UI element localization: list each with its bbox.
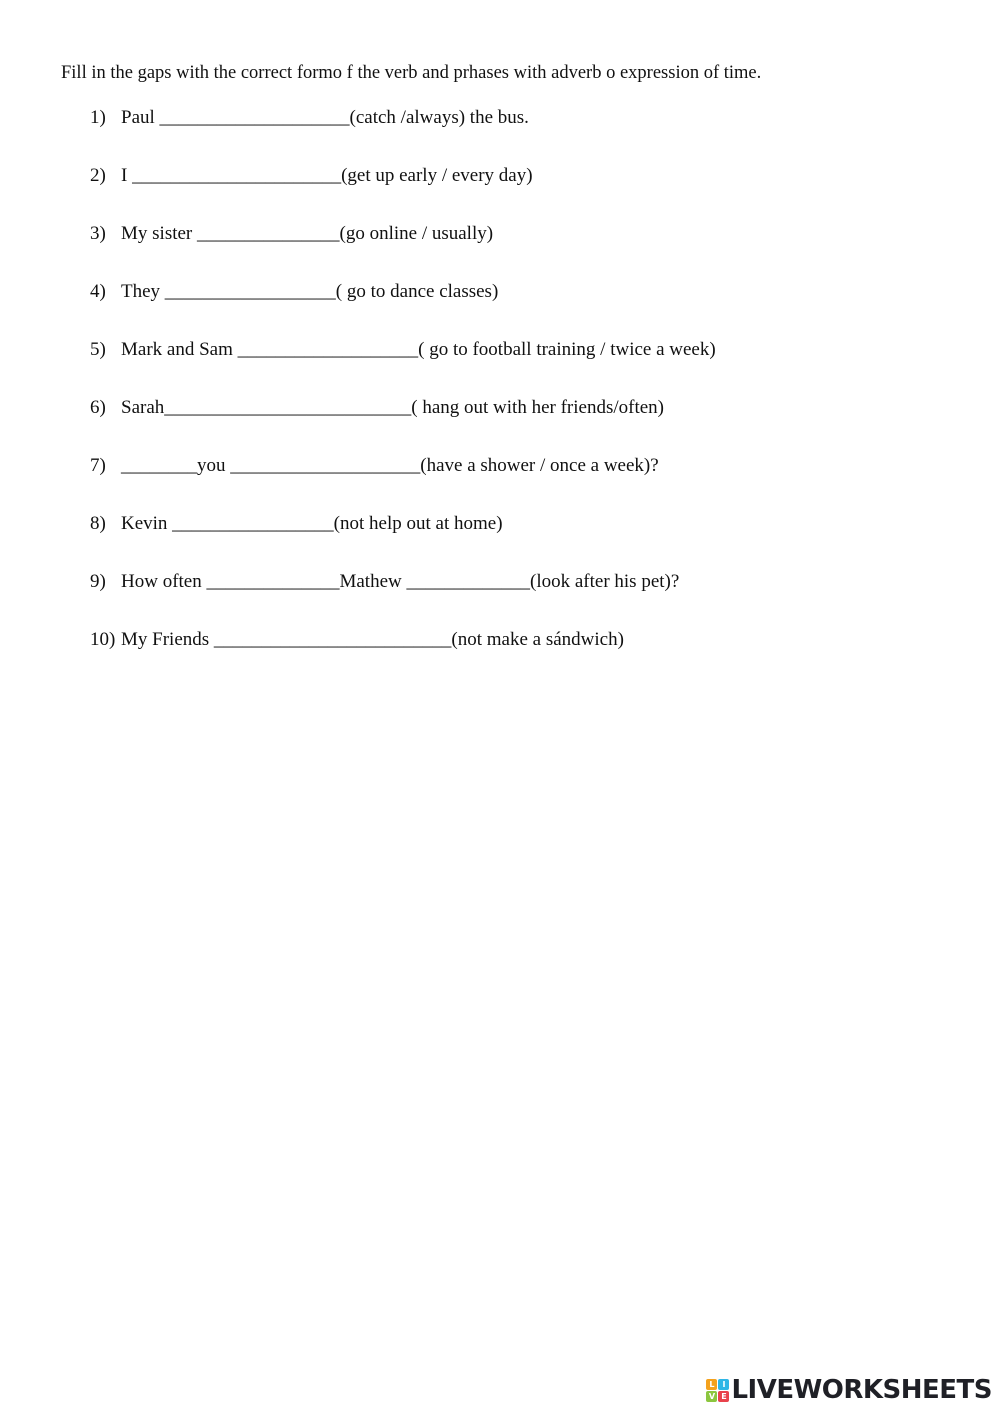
exercise-item-10 [90, 627, 716, 685]
exercise-item-7 [90, 453, 716, 511]
logo-mark-icon [706, 1379, 729, 1402]
exercise-item-1 [90, 105, 716, 163]
logo-mark-letter: I [718, 1379, 729, 1390]
exercise-item-3 [90, 221, 716, 279]
liveworksheets-logo [706, 1375, 992, 1405]
item-number: 3) [90, 223, 106, 244]
item-number: 9) [90, 571, 106, 592]
logo-wordmark: LIVEWORKSHEETS [731, 1375, 992, 1405]
exercise-item-6 [90, 395, 716, 453]
item-text: Sarah__________________________( hang out with her friends/often) [121, 397, 664, 418]
worksheet-instructions: Fill in the gaps with the correct formo f the verb and prhases with adverb o expression of time. [61, 63, 762, 83]
item-text: They __________________( go to dance classes) [121, 281, 499, 302]
item-text: I ______________________(get up early / every day) [121, 165, 533, 186]
exercise-item-9 [90, 569, 716, 627]
exercise-item-5 [90, 337, 716, 395]
logo-mark-letter: V [706, 1391, 717, 1402]
item-number: 10) [90, 629, 116, 650]
exercise-item-4 [90, 279, 716, 337]
item-number: 1) [90, 107, 106, 128]
item-number: 4) [90, 281, 106, 302]
item-text: ________you ____________________(have a shower / once a week)? [121, 455, 659, 476]
item-text: Paul ____________________(catch /always) the bus. [121, 107, 529, 128]
exercise-item-2 [90, 163, 716, 221]
logo-mark-letter: L [706, 1379, 717, 1390]
exercise-item-8 [90, 511, 716, 569]
item-number: 7) [90, 455, 106, 476]
item-number: 2) [90, 165, 106, 186]
item-number: 6) [90, 397, 106, 418]
item-text: Kevin _________________(not help out at home) [121, 513, 503, 534]
logo-mark-letter: E [718, 1391, 729, 1402]
item-number: 5) [90, 339, 106, 360]
item-text: My sister _______________(go online / usually) [121, 223, 494, 244]
exercise-list [90, 105, 716, 685]
item-text: How often ______________Mathew _____________(look after his pet)? [121, 571, 680, 592]
item-text: Mark and Sam ___________________( go to football training / twice a week) [121, 339, 716, 360]
item-text: My Friends _________________________(not make a sándwich) [121, 629, 624, 650]
item-number: 8) [90, 513, 106, 534]
